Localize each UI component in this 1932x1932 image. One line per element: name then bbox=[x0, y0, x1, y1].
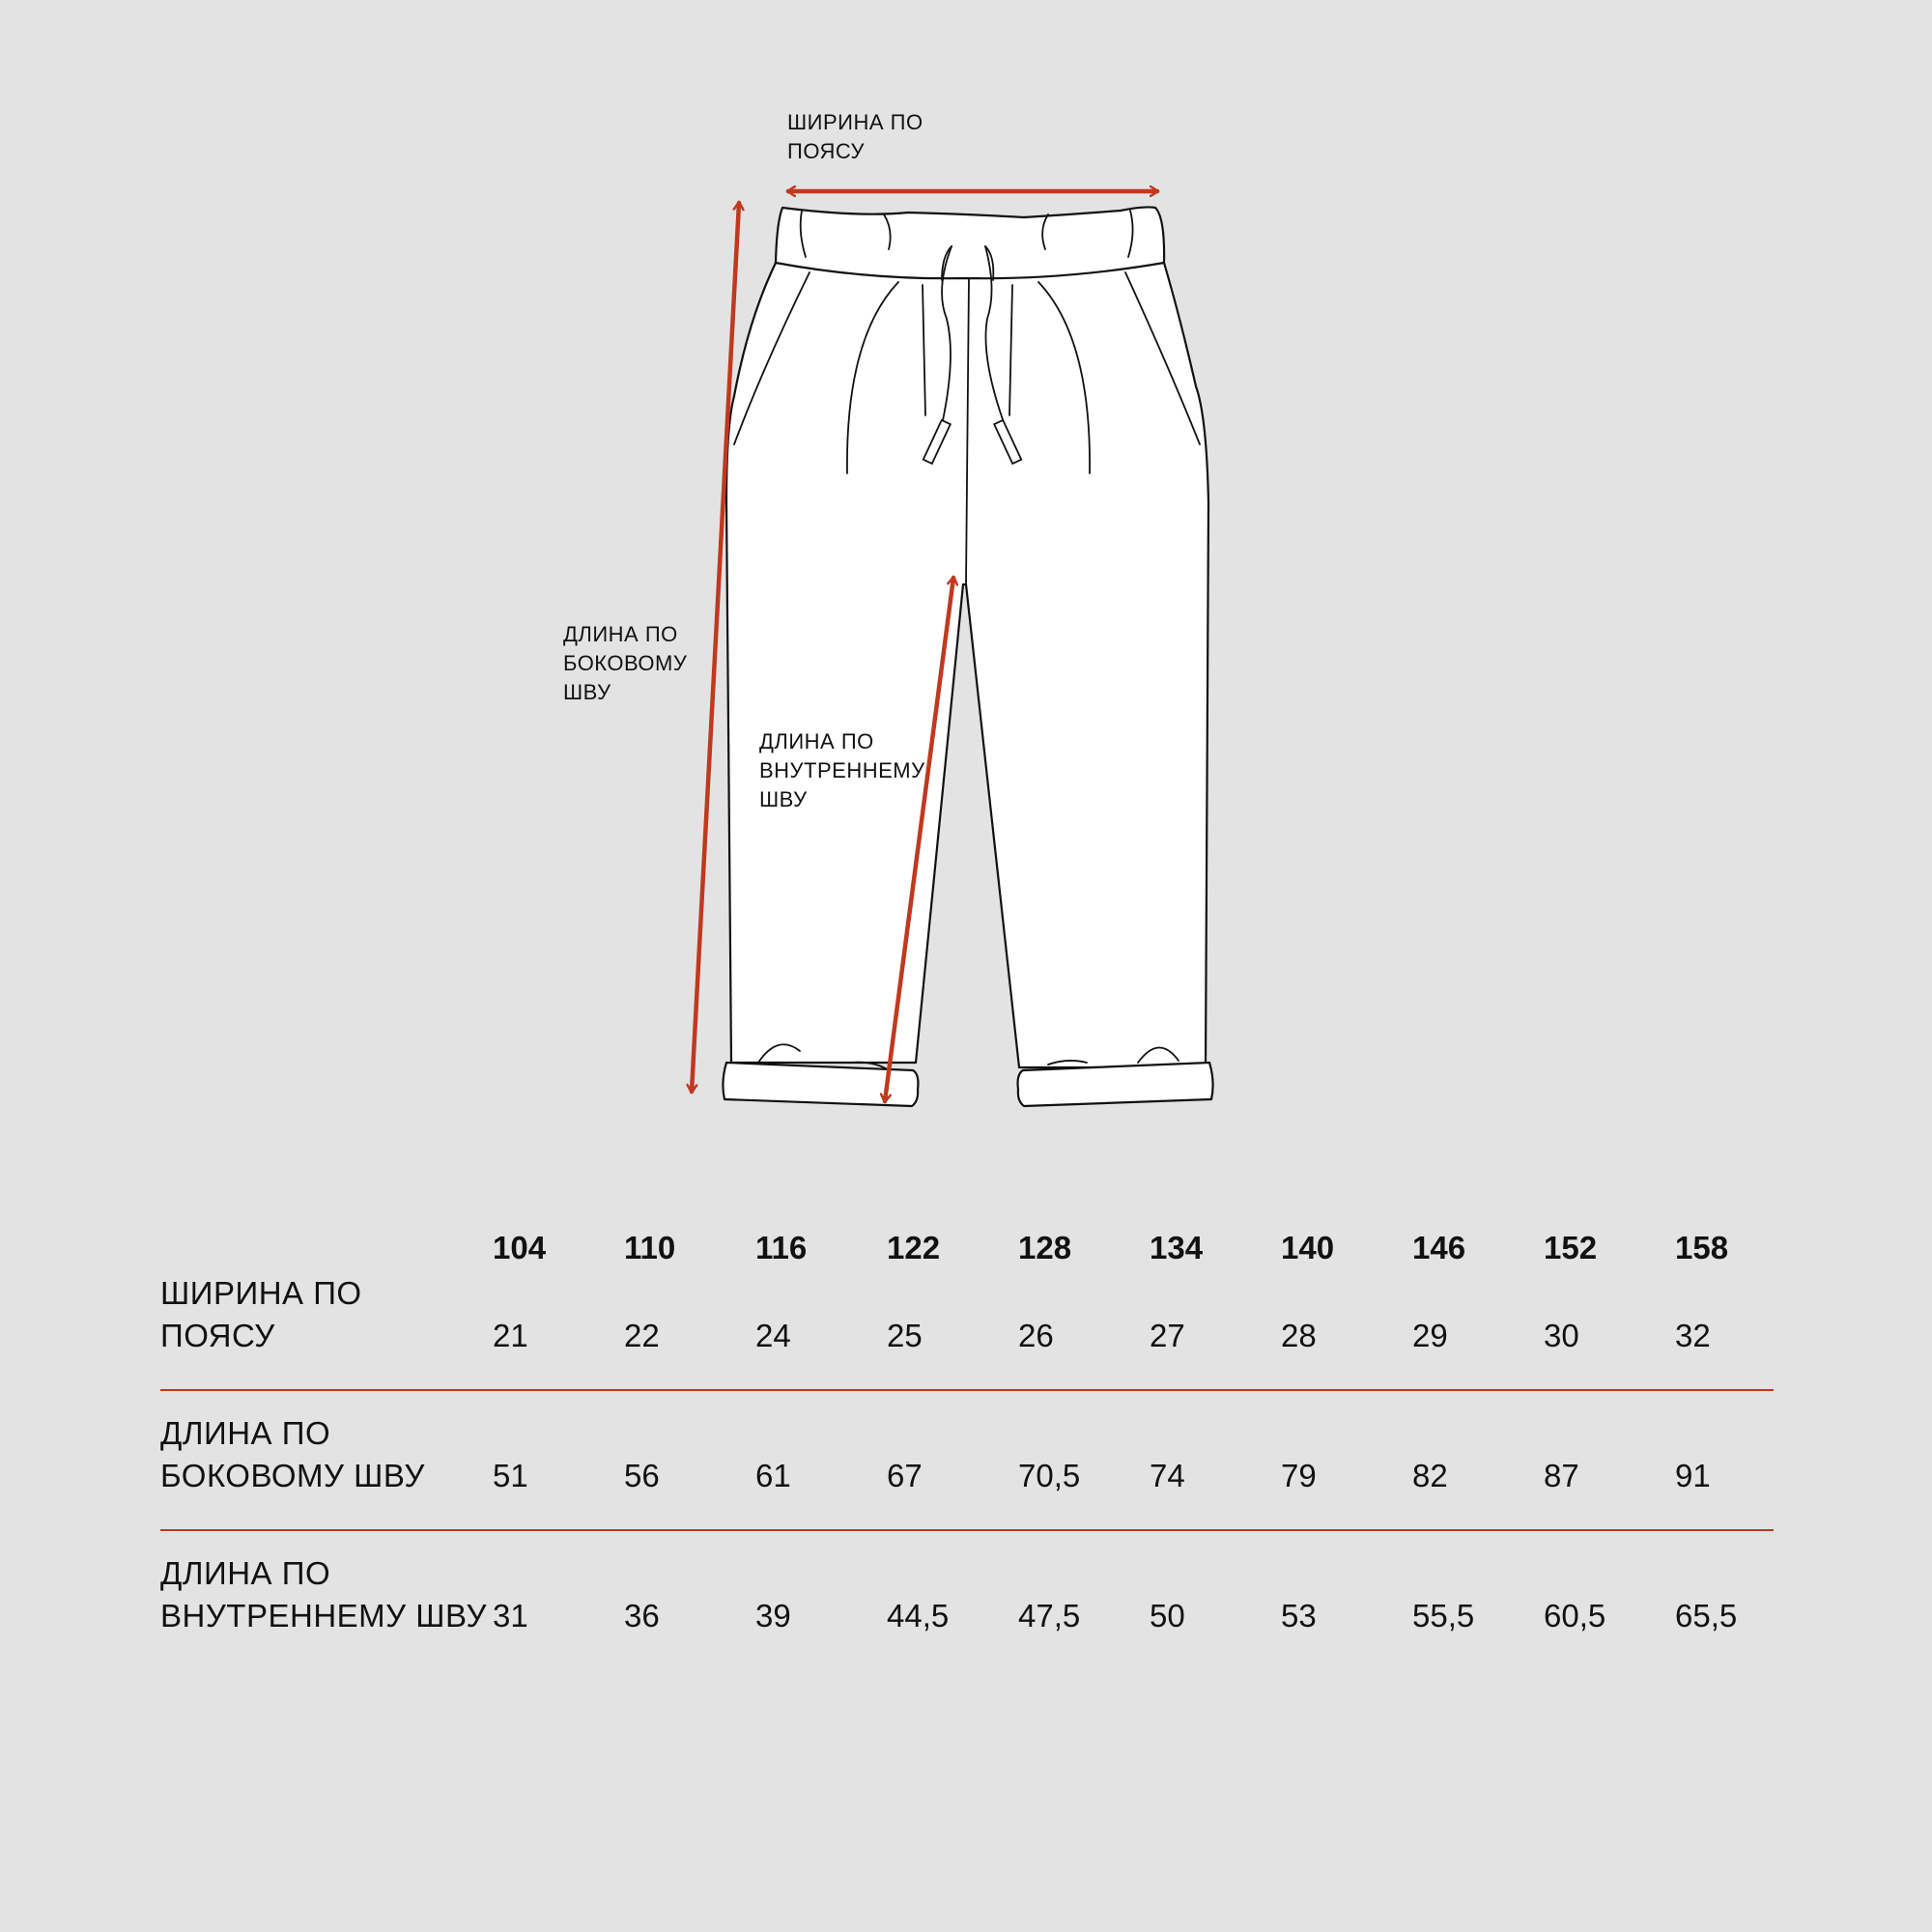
table-cell: 44,5 bbox=[887, 1598, 950, 1634]
size-header: 116 bbox=[755, 1230, 808, 1265]
table-cell: 67 bbox=[887, 1458, 923, 1493]
table-cell: 56 bbox=[624, 1458, 660, 1493]
table-cell: 32 bbox=[1675, 1318, 1711, 1353]
right-cuff bbox=[1018, 1063, 1213, 1106]
table-cell: 22 bbox=[624, 1318, 660, 1353]
table-cell: 47,5 bbox=[1018, 1598, 1081, 1634]
table-cell: 87 bbox=[1544, 1458, 1579, 1493]
inner-seam-label: ДЛИНА ПО ВНУТРЕННЕМУ ШВУ bbox=[759, 729, 925, 811]
table-cell: 26 bbox=[1018, 1318, 1054, 1353]
size-table bbox=[160, 1222, 1774, 1671]
waistband bbox=[776, 207, 1164, 278]
size-header: 128 bbox=[1018, 1230, 1072, 1265]
table-cell: 79 bbox=[1281, 1458, 1317, 1493]
table-cell: 65,5 bbox=[1675, 1598, 1738, 1634]
row-label: ДЛИНА ПО ВНУТРЕННЕМУ ШВУ bbox=[160, 1555, 487, 1634]
side-seam-label: ДЛИНА ПО БОКОВОМУ ШВУ bbox=[563, 622, 688, 704]
size-header: 158 bbox=[1675, 1230, 1729, 1265]
table-cell: 24 bbox=[755, 1318, 791, 1353]
size-header: 152 bbox=[1544, 1230, 1598, 1265]
table-cell: 82 bbox=[1412, 1458, 1448, 1493]
table-cell: 31 bbox=[493, 1598, 528, 1634]
table-cell: 50 bbox=[1150, 1598, 1185, 1634]
size-header: 140 bbox=[1281, 1230, 1335, 1265]
size-header: 104 bbox=[493, 1230, 547, 1265]
size-header: 122 bbox=[887, 1230, 941, 1265]
row-label: ДЛИНА ПО БОКОВОМУ ШВУ bbox=[160, 1415, 425, 1493]
row-label: ШИРИНА ПО ПОЯСУ bbox=[160, 1275, 362, 1353]
table-cell: 74 bbox=[1150, 1458, 1185, 1493]
table-row-inner-seam bbox=[160, 1531, 1774, 1671]
table-cell: 28 bbox=[1281, 1318, 1317, 1353]
table-cell: 36 bbox=[624, 1598, 660, 1634]
table-cell: 27 bbox=[1150, 1318, 1185, 1353]
table-cell: 91 bbox=[1675, 1458, 1711, 1493]
table-cell: 51 bbox=[493, 1458, 528, 1493]
size-header-row bbox=[160, 1222, 1774, 1275]
table-cell: 70,5 bbox=[1018, 1458, 1081, 1493]
table-cell: 25 bbox=[887, 1318, 923, 1353]
table-cell: 21 bbox=[493, 1318, 528, 1353]
table-row-side-seam bbox=[160, 1391, 1774, 1531]
table-cell: 61 bbox=[755, 1458, 791, 1493]
table-cell: 29 bbox=[1412, 1318, 1448, 1353]
size-header: 110 bbox=[624, 1230, 676, 1265]
table-cell: 30 bbox=[1544, 1318, 1579, 1353]
table-cell: 55,5 bbox=[1412, 1598, 1475, 1634]
waist-label: ШИРИНА ПО ПОЯСУ bbox=[787, 110, 923, 163]
table-row-waist bbox=[160, 1275, 1774, 1391]
size-header: 134 bbox=[1150, 1230, 1204, 1265]
table-cell: 60,5 bbox=[1544, 1598, 1606, 1634]
table-cell: 39 bbox=[755, 1598, 791, 1634]
table-cell: 53 bbox=[1281, 1598, 1317, 1634]
size-header: 146 bbox=[1412, 1230, 1466, 1265]
